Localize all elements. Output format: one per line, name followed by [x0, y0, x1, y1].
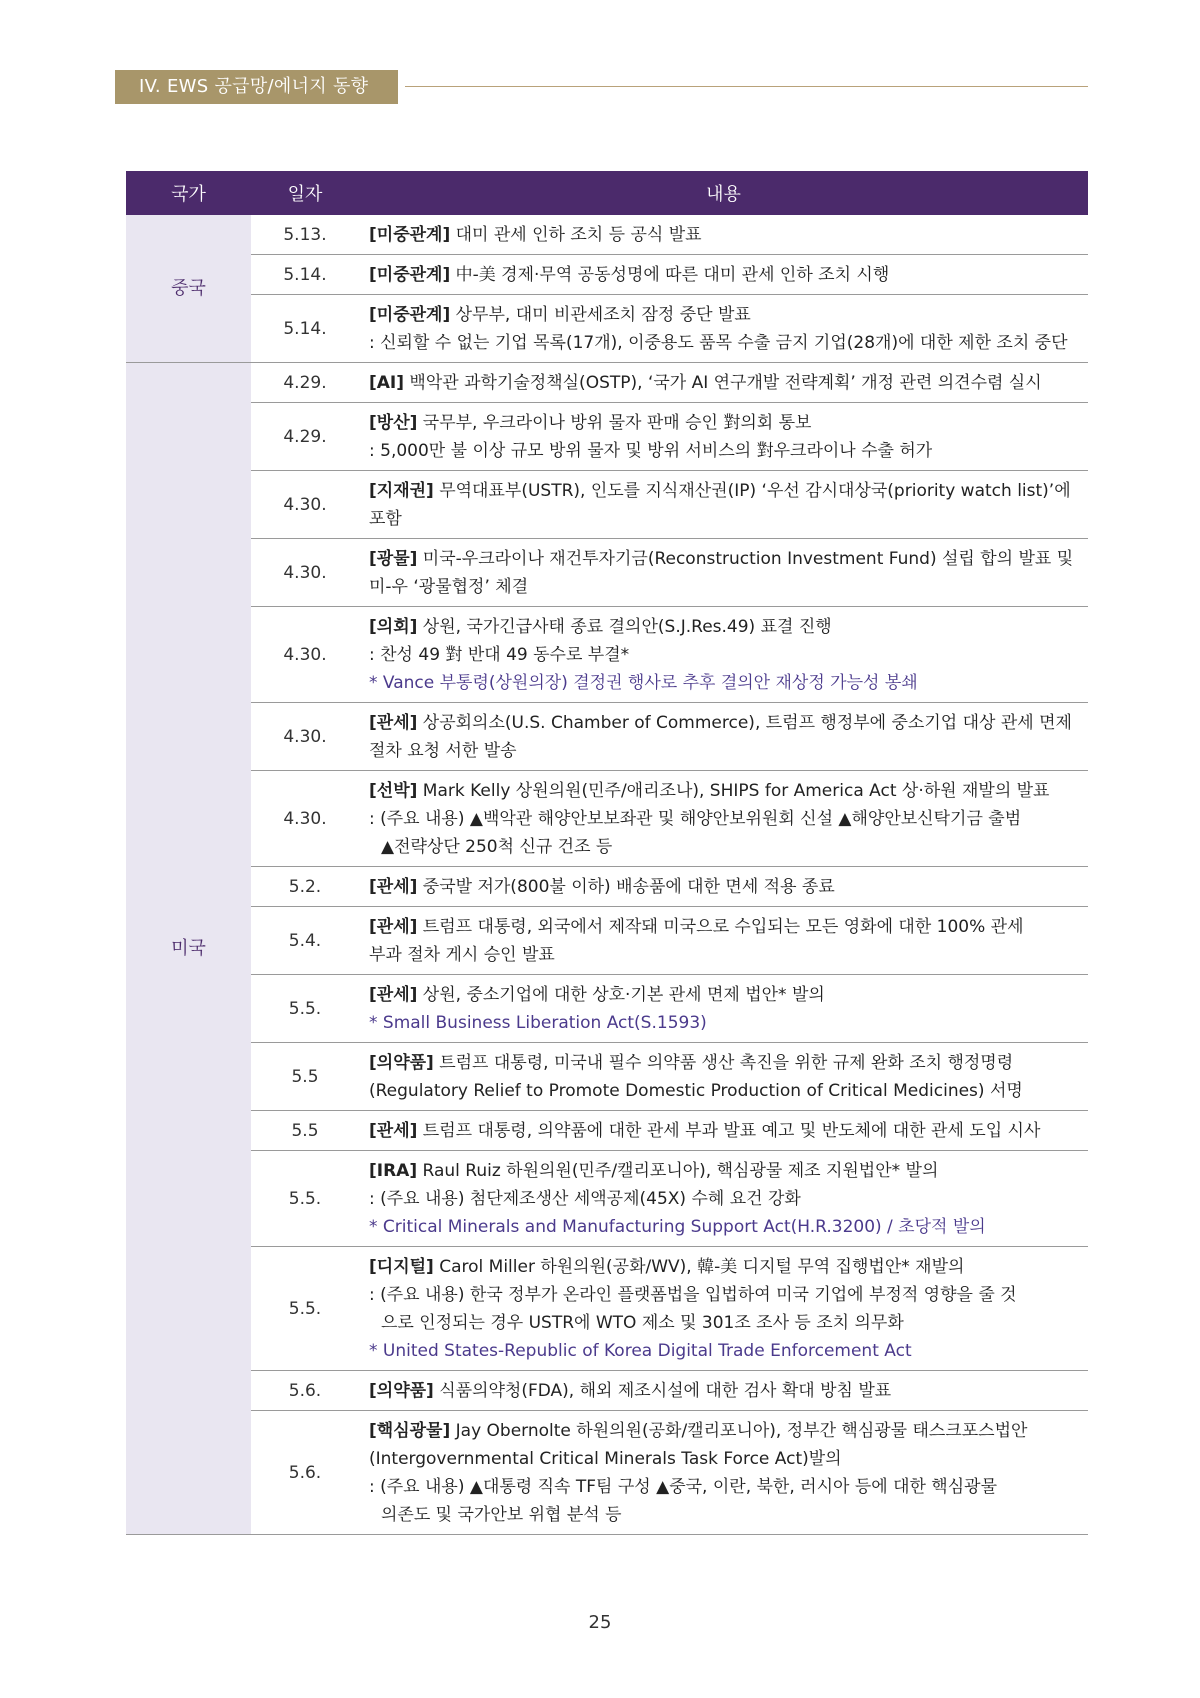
line-text: 상원, 중소기업에 대한 상호·기본 관세 면제 법안* 발의 — [417, 985, 825, 1005]
category-tag: [디지털] — [369, 1257, 434, 1277]
date-cell: 5.5. — [251, 1247, 359, 1371]
content-cell — [359, 539, 1088, 607]
line-text: (Regulatory Relief to Promote Domestic Production of Critical Medicines) 서명 — [369, 1081, 1023, 1101]
table-row — [126, 1411, 1088, 1535]
content-line — [369, 573, 1084, 601]
content-cell — [359, 1151, 1088, 1247]
category-tag: [방산] — [369, 413, 418, 433]
category-tag: [관세] — [369, 713, 418, 733]
line-text: : (주요 내용) 한국 정부가 온라인 플랫폼법을 입법하여 미국 기업에 부정적 영향을 줄 것 — [369, 1285, 1017, 1305]
content-line — [369, 1077, 1084, 1105]
category-tag: [미중관계] — [369, 265, 451, 285]
category-tag: [의약품] — [369, 1381, 434, 1401]
category-tag: [관세] — [369, 985, 418, 1005]
content-line — [369, 409, 1084, 437]
content-line — [369, 1417, 1084, 1445]
content-cell — [359, 907, 1088, 975]
category-tag: [핵심광물] — [369, 1421, 451, 1441]
content-line — [369, 1185, 1084, 1213]
date-cell: 5.13. — [251, 215, 359, 255]
content-line — [369, 1253, 1084, 1281]
line-text: 미국-우크라이나 재건투자기금(Reconstruction Investment Fund) 설립 합의 발표 및 — [417, 549, 1074, 569]
content-cell — [359, 295, 1088, 363]
category-tag: [지재권] — [369, 481, 434, 501]
line-text: 상공회의소(U.S. Chamber of Commerce), 트럼프 행정부에 중소기업 대상 관세 면제 — [417, 713, 1072, 733]
content-line — [369, 1473, 1084, 1501]
content-line — [369, 737, 1084, 765]
content-cell — [359, 975, 1088, 1043]
line-text: * United States-Republic of Korea Digital Trade Enforcement Act — [369, 1341, 912, 1361]
content-cell — [359, 255, 1088, 295]
line-text: 미-우 ‘광물협정’ 체결 — [369, 577, 529, 597]
table-row — [126, 867, 1088, 907]
date-cell: 4.30. — [251, 771, 359, 867]
content-line — [369, 873, 1084, 901]
content-cell — [359, 1371, 1088, 1411]
category-tag: [AI] — [369, 373, 405, 393]
line-text: 백악관 과학기술정책실(OSTP), ‘국가 AI 연구개발 전략계획’ 개정 관련 의견수렴 실시 — [404, 373, 1042, 393]
line-text: Carol Miller 하원의원(공화/WV), 韓-美 디지털 무역 집행법안* 재발의 — [433, 1257, 965, 1277]
line-text: 의존도 및 국가안보 위협 분석 등 — [381, 1505, 622, 1525]
content-line — [369, 981, 1084, 1009]
line-text: Mark Kelly 상원의원(민주/애리조나), SHIPS for America Act 상·하원 재발의 발표 — [417, 781, 1050, 801]
content-line — [369, 1501, 1084, 1529]
line-text: : (주요 내용) 첨단제조생산 세액공제(45X) 수혜 요건 강화 — [369, 1189, 801, 1209]
country-cell: 중국 — [126, 215, 251, 363]
category-tag: [광물] — [369, 549, 418, 569]
line-text: 중국발 저가(800불 이하) 배송품에 대한 면세 적용 종료 — [417, 877, 835, 897]
table-row — [126, 1043, 1088, 1111]
date-cell: 4.29. — [251, 363, 359, 403]
date-cell: 5.5 — [251, 1043, 359, 1111]
line-text: * Critical Minerals and Manufacturing Support Act(H.R.3200) / 초당적 발의 — [369, 1217, 986, 1237]
table-row — [126, 1247, 1088, 1371]
date-cell: 5.4. — [251, 907, 359, 975]
content-line — [369, 329, 1084, 357]
table-row — [126, 471, 1088, 539]
category-tag: [관세] — [369, 1121, 418, 1141]
content-line — [369, 777, 1084, 805]
content-line — [369, 805, 1084, 833]
table-row — [126, 975, 1088, 1043]
category-tag: [선박] — [369, 781, 418, 801]
table-row — [126, 771, 1088, 867]
table-row — [126, 403, 1088, 471]
content-line — [369, 1445, 1084, 1473]
category-tag: [IRA] — [369, 1161, 418, 1181]
table-row — [126, 607, 1088, 703]
line-text: * Vance 부통령(상원의장) 결정권 행사로 추후 결의안 재상정 가능성 봉쇄 — [369, 673, 918, 693]
content-line — [369, 437, 1084, 465]
content-line — [369, 301, 1084, 329]
content-line — [369, 545, 1084, 573]
content-line — [369, 1377, 1084, 1405]
category-tag: [미중관계] — [369, 225, 451, 245]
line-text: 中-美 경제·무역 공동성명에 따른 대미 관세 인하 조치 시행 — [450, 265, 890, 285]
content-line — [369, 261, 1084, 289]
trend-table — [126, 171, 1088, 1535]
content-cell — [359, 403, 1088, 471]
content-cell — [359, 867, 1088, 907]
date-cell: 5.5. — [251, 1151, 359, 1247]
content-line — [369, 1049, 1084, 1077]
line-text: : 5,000만 불 이상 규모 방위 물자 및 방위 서비스의 對우크라이나 수출 허가 — [369, 441, 933, 461]
content-line — [369, 369, 1084, 397]
content-line — [369, 221, 1084, 249]
table-row — [126, 1151, 1088, 1247]
date-cell: 4.30. — [251, 703, 359, 771]
line-text: 무역대표부(USTR), 인도를 지식재산권(IP) ‘우선 감시대상국(priority watch list)’에 포함 — [369, 481, 1077, 529]
section-divider — [405, 86, 1088, 87]
line-text: * Small Business Liberation Act(S.1593) — [369, 1013, 707, 1033]
date-cell: 5.6. — [251, 1371, 359, 1411]
content-line — [369, 1117, 1084, 1145]
content-line — [369, 1309, 1084, 1337]
table-body — [126, 215, 1088, 1535]
line-text: 트럼프 대통령, 의약품에 대한 관세 부과 발표 예고 및 반도체에 대한 관세 도입 시사 — [417, 1121, 1041, 1141]
table-row — [126, 363, 1088, 403]
date-cell: 4.29. — [251, 403, 359, 471]
content-line — [369, 709, 1084, 737]
date-cell: 4.30. — [251, 539, 359, 607]
content-line — [369, 913, 1084, 941]
date-cell: 5.14. — [251, 255, 359, 295]
content-cell — [359, 471, 1088, 539]
content-cell — [359, 1247, 1088, 1371]
line-text: : 찬성 49 對 반대 49 동수로 부결* — [369, 645, 630, 665]
content-cell — [359, 363, 1088, 403]
date-cell: 5.14. — [251, 295, 359, 363]
content-line — [369, 477, 1084, 533]
line-text: 트럼프 대통령, 미국내 필수 의약품 생산 촉진을 위한 규제 완화 조치 행정명령 — [433, 1053, 1014, 1073]
line-text: 상원, 국가긴급사태 종료 결의안(S.J.Res.49) 표결 진행 — [417, 617, 832, 637]
date-cell: 5.5 — [251, 1111, 359, 1151]
line-text: 국무부, 우크라이나 방위 물자 판매 승인 對의회 통보 — [417, 413, 812, 433]
table-row — [126, 703, 1088, 771]
content-cell — [359, 215, 1088, 255]
category-tag: [관세] — [369, 877, 418, 897]
table-row — [126, 255, 1088, 295]
table-row — [126, 1371, 1088, 1411]
footnote-line — [369, 1213, 1084, 1241]
line-text: : (주요 내용) ▲백악관 해양안보보좌관 및 해양안보위원회 신설 ▲해양안보신탁기금 출범 — [369, 809, 1022, 829]
header-content: 내용 — [359, 171, 1088, 215]
line-text: (Intergovernmental Critical Minerals Task Force Act)발의 — [369, 1449, 842, 1469]
date-cell: 5.6. — [251, 1411, 359, 1535]
table-header-row — [126, 171, 1088, 215]
content-cell — [359, 607, 1088, 703]
line-text: 식품의약청(FDA), 해외 제조시설에 대한 검사 확대 방침 발표 — [433, 1381, 892, 1401]
footnote-line — [369, 1337, 1084, 1365]
content-cell — [359, 1043, 1088, 1111]
header-country: 국가 — [126, 171, 251, 215]
line-text: 부과 절차 게시 승인 발표 — [369, 945, 555, 965]
line-text: ▲전략상단 250척 신규 건조 등 — [381, 837, 613, 857]
footnote-line — [369, 669, 1084, 697]
content-line — [369, 613, 1084, 641]
category-tag: [의약품] — [369, 1053, 434, 1073]
footnote-line — [369, 1009, 1084, 1037]
date-cell: 5.5. — [251, 975, 359, 1043]
content-line — [369, 1281, 1084, 1309]
table-row — [126, 295, 1088, 363]
table-row — [126, 907, 1088, 975]
line-text: 으로 인정되는 경우 USTR에 WTO 제소 및 301조 조사 등 조치 의무화 — [381, 1313, 904, 1333]
line-text: 트럼프 대통령, 외국에서 제작돼 미국으로 수입되는 모든 영화에 대한 100% 관세 — [417, 917, 1024, 937]
country-cell: 미국 — [126, 363, 251, 1535]
category-tag: [관세] — [369, 917, 418, 937]
line-text: 대미 관세 인하 조치 등 공식 발표 — [450, 225, 702, 245]
content-cell — [359, 771, 1088, 867]
content-line — [369, 1157, 1084, 1185]
content-cell — [359, 703, 1088, 771]
content-line — [369, 641, 1084, 669]
table-row — [126, 539, 1088, 607]
line-text: Raul Ruiz 하원의원(민주/캘리포니아), 핵심광물 제조 지원법안* 발의 — [417, 1161, 939, 1181]
category-tag: [의회] — [369, 617, 418, 637]
date-cell: 4.30. — [251, 471, 359, 539]
table-row — [126, 1111, 1088, 1151]
header-date: 일자 — [251, 171, 359, 215]
date-cell: 4.30. — [251, 607, 359, 703]
line-text: 상무부, 대미 비관세조치 잠정 중단 발표 — [450, 305, 751, 325]
date-cell: 5.2. — [251, 867, 359, 907]
page-number: 25 — [588, 1612, 612, 1633]
section-tag: IV. EWS 공급망/에너지 동향 — [115, 70, 398, 104]
line-text: Jay Obernolte 하원의원(공화/캘리포니아), 정부간 핵심광물 태스크포스법안 — [450, 1421, 1028, 1441]
content-cell — [359, 1411, 1088, 1535]
content-cell — [359, 1111, 1088, 1151]
line-text: 절차 요청 서한 발송 — [369, 741, 517, 761]
content-line — [369, 833, 1084, 861]
line-text: : (주요 내용) ▲대통령 직속 TF팀 구성 ▲중국, 이란, 북한, 러시아 등에 대한 핵심광물 — [369, 1477, 998, 1497]
category-tag: [미중관계] — [369, 305, 451, 325]
table-row — [126, 215, 1088, 255]
content-line — [369, 941, 1084, 969]
line-text: : 신뢰할 수 없는 기업 목록(17개), 이중용도 품목 수출 금지 기업(28개)에 대한 제한 조치 중단 — [369, 333, 1068, 353]
